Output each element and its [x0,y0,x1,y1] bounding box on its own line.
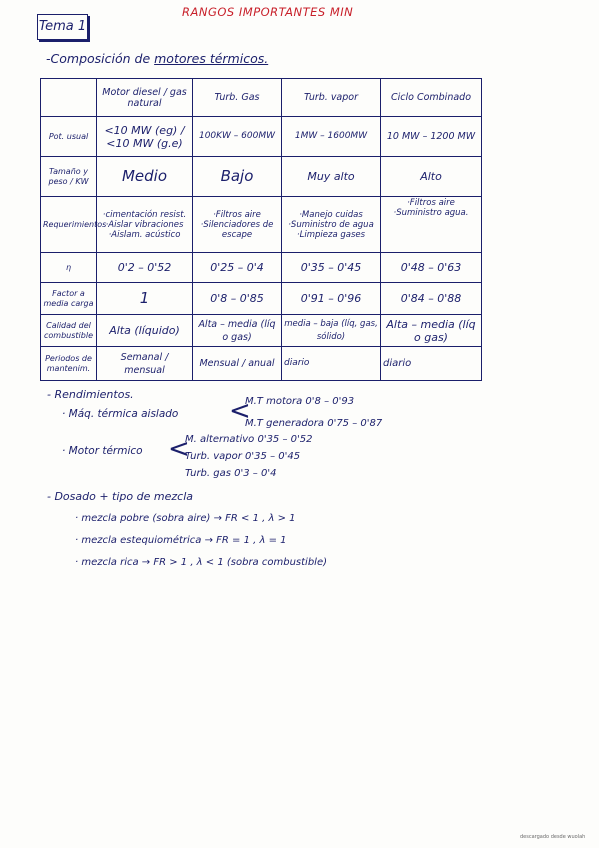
motor-item: M. alternativo 0'35 – 0'52 [185,434,313,445]
table-cell: Alta – media (líq o gas) [381,315,482,347]
table-cell: 1 [97,283,193,315]
table-cell: 100KW – 600MW [193,117,282,157]
motor-item: Turb. vapor 0'35 – 0'45 [185,451,301,462]
table-header-cell: Motor diesel / gas natural [97,79,193,117]
table-header-cell: Turb. Gas [193,79,282,117]
brace-maq: < [229,396,251,426]
section-underlined: motores térmicos. [154,51,269,66]
table-cell: 1MW – 1600MW [282,117,381,157]
section-prefix: -Composición de [46,51,155,66]
table-cell: 10 MW – 1200 MW [381,117,482,157]
table-cell: 0'84 – 0'88 [381,283,482,315]
row-label: Pot. usual [41,117,97,157]
table-cell: ·Manejo cuidas ·Suministro de agua ·Limpieza gases [282,197,381,253]
table-cell: Muy alto [282,157,381,197]
maq-item: M.T generadora 0'75 – 0'87 [245,418,383,429]
table-cell: media – baja (líq, gas, sólido) [282,315,381,347]
page-title: RANGOS IMPORTANTES MIN [182,5,354,19]
table-header-cell: Turb. vapor [282,79,381,117]
engines-table [40,78,482,381]
brace-motor: < [168,434,190,464]
table-cell: ·Filtros aire ·Suministro agua. [381,197,482,253]
row-label: Tamaño y peso / KW [41,157,97,197]
section-composition-title [46,51,268,66]
table-cell: Alta (líquido) [97,315,193,347]
row-label: Requerimientos [41,197,97,253]
table-cell: 0'48 – 0'63 [381,253,482,283]
table-row [41,283,482,315]
table-row [41,197,482,253]
table-cell: <10 MW (eg) / <10 MW (g.e) [97,117,193,157]
maq-label: · Máq. térmica aislado [62,408,179,420]
table-row [41,347,482,381]
table-header-cell [41,79,97,117]
table-row [41,157,482,197]
table-cell: 0'35 – 0'45 [282,253,381,283]
row-label: Periodos de mantenim. [41,347,97,381]
motor-label: · Motor térmico [62,445,143,457]
dosado-item: · mezcla pobre (sobra aire) → FR < 1 , λ > 1 [75,513,296,524]
table-cell: diario [282,347,381,381]
table-cell: 0'91 – 0'96 [282,283,381,315]
rendimientos-title: - Rendimientos. [47,388,134,401]
table-header-cell: Ciclo Combinado [381,79,482,117]
table-cell: Bajo [193,157,282,197]
table-row [41,315,482,347]
table-cell: 0'25 – 0'4 [193,253,282,283]
table-cell: Alto [381,157,482,197]
table-cell: Medio [97,157,193,197]
table-cell: ·Filtros aire ·Silenciadores de escape [193,197,282,253]
table-cell: diario [381,347,482,381]
row-label-eta: η [41,253,97,283]
dosado-item: · mezcla estequiométrica → FR = 1 , λ = 1 [75,535,287,546]
watermark-text: descargado desde wuolah [520,834,586,840]
table-cell: Semanal / mensual [97,347,193,381]
dosado-title: - Dosado + tipo de mezcla [47,490,193,503]
table-row [41,253,482,283]
table-cell: ·cimentación resist. ·Aislar vibraciones ·Aislam. acústico [97,197,193,253]
row-label: Factor a media carga [41,283,97,315]
motor-item: Turb. gas 0'3 – 0'4 [185,468,277,479]
table-cell: Mensual / anual [193,347,282,381]
row-label: Calidad del combustible [41,315,97,347]
dosado-item: · mezcla rica → FR > 1 , λ < 1 (sobra combustible) [75,557,327,568]
tema-label: Tema 1 [37,14,88,40]
maq-item: M.T motora 0'8 – 0'93 [245,396,355,407]
table-row [41,117,482,157]
table-header-row [41,79,482,117]
table-cell: 0'2 – 0'52 [97,253,193,283]
table-cell: 0'8 – 0'85 [193,283,282,315]
table-cell: Alta – media (líq o gas) [193,315,282,347]
